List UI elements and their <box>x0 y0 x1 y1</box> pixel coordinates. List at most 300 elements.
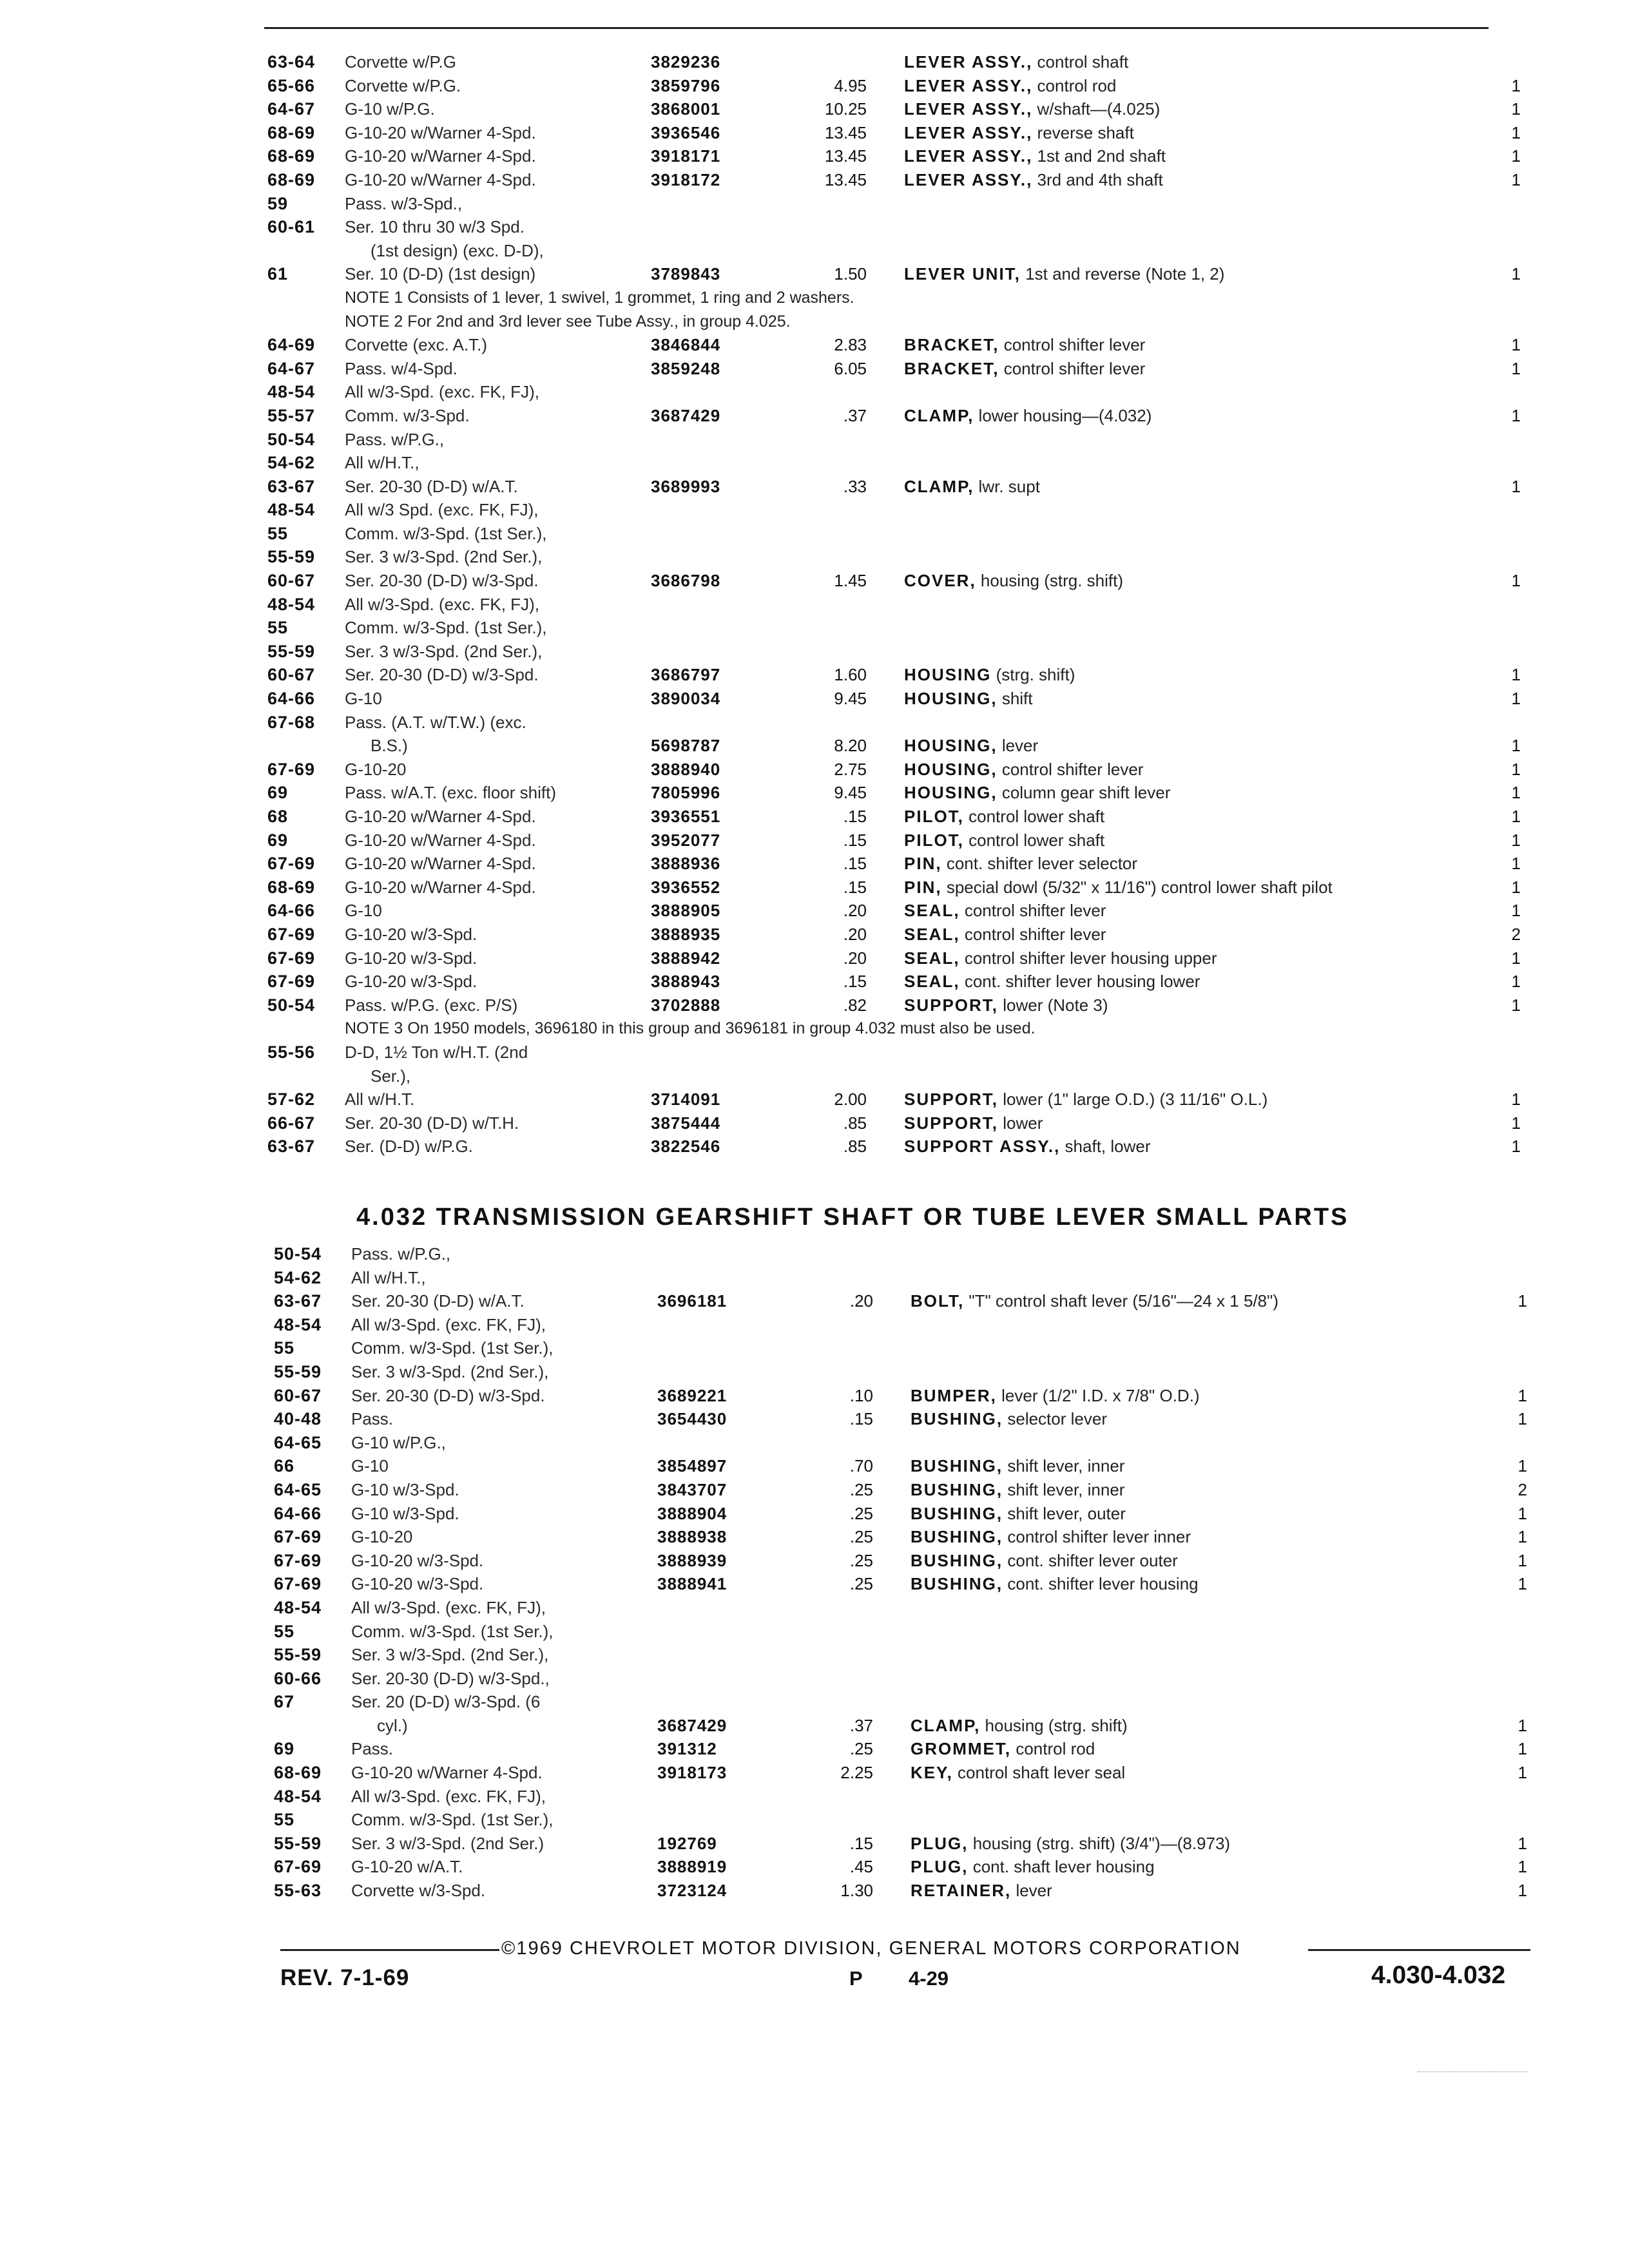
part-name: SEAL, <box>904 901 960 921</box>
part-description <box>904 144 1166 168</box>
part-row <box>274 1667 1530 1691</box>
model-years: 68 <box>267 807 289 826</box>
description-text: shaft, lower <box>1065 1137 1151 1157</box>
part-row <box>267 262 1524 286</box>
part-row <box>274 1313 1530 1337</box>
application: D-D, 1½ Ton w/H.T. (2nd <box>345 1042 528 1062</box>
part-description <box>904 805 1104 829</box>
note-row <box>267 286 1524 310</box>
part-number: 7805996 <box>651 783 721 803</box>
part-name: PIN, <box>904 877 942 897</box>
application: Comm. w/3-Spd. (1st Ser.), <box>351 1338 554 1358</box>
application: All w/3-Spd. (exc. FK, FJ), <box>351 1786 546 1806</box>
part-description <box>904 168 1163 192</box>
model-years: 50-54 <box>267 995 316 1015</box>
description-text: cont. shifter lever housing lower <box>964 972 1200 992</box>
model-years: 55 <box>274 1338 295 1358</box>
part-row <box>267 428 1524 452</box>
part-description <box>904 781 1170 805</box>
quantity: 1 <box>1511 854 1521 874</box>
part-name: CLAMP, <box>904 405 974 425</box>
application: Comm. w/3-Spd. (1st Ser.), <box>351 1621 554 1641</box>
list-price: .25 <box>849 1503 873 1523</box>
parts-list-section-1 <box>267 50 1524 1158</box>
description-text: lower (Note 3) <box>1003 995 1108 1015</box>
model-years: 67 <box>274 1692 295 1712</box>
list-price: 4.95 <box>834 75 867 95</box>
application: Ser. 20-30 (D-D) w/3-Spd. <box>345 665 539 685</box>
application: All w/3-Spd. (exc. FK, FJ), <box>345 382 539 402</box>
part-name: PLUG, <box>911 1857 969 1877</box>
part-row <box>274 1289 1530 1313</box>
quantity: 1 <box>1518 1527 1527 1547</box>
part-number: 3687429 <box>657 1715 728 1735</box>
description-text: lower (1" large O.D.) (3 11/16" O.L.) <box>1003 1090 1268 1110</box>
model-years: 60-67 <box>267 571 316 591</box>
part-name: HOUSING, <box>904 689 998 709</box>
part-name: LEVER ASSY., <box>904 122 1033 142</box>
model-years: 55 <box>274 1810 295 1830</box>
part-row <box>267 498 1524 522</box>
list-price: 1.60 <box>834 665 867 685</box>
part-row <box>267 239 1524 263</box>
model-years: 55-59 <box>267 641 316 661</box>
quantity: 1 <box>1511 1137 1521 1157</box>
list-price: .15 <box>843 854 867 874</box>
part-row <box>274 1714 1530 1738</box>
part-number: 3888905 <box>651 901 721 921</box>
model-years: 68-69 <box>267 122 316 142</box>
application: All w/3-Spd. (exc. FK, FJ), <box>345 594 539 614</box>
application: Ser. 20-30 (D-D) w/T.H. <box>345 1113 519 1133</box>
model-years: 64-65 <box>274 1432 322 1452</box>
part-row <box>274 1431 1530 1455</box>
part-description <box>911 1737 1095 1761</box>
part-row <box>274 1737 1530 1761</box>
part-row <box>267 50 1524 74</box>
description-text: shift lever, outer <box>1007 1503 1126 1523</box>
model-years: 55-59 <box>267 547 316 567</box>
part-number: 3936552 <box>651 877 721 897</box>
part-row <box>274 1478 1530 1502</box>
part-row <box>274 1336 1530 1360</box>
part-number: 3868001 <box>651 99 721 119</box>
application: (1st design) (exc. D-D), <box>371 240 544 260</box>
part-description <box>904 899 1106 923</box>
list-price: 2.25 <box>840 1763 873 1783</box>
part-name: SEAL, <box>904 924 960 944</box>
part-row <box>267 616 1524 640</box>
model-years: 61 <box>267 264 289 284</box>
part-name: SUPPORT, <box>904 1090 999 1110</box>
part-number: 3689993 <box>651 476 721 496</box>
quantity: 1 <box>1511 476 1521 496</box>
list-price: .20 <box>843 924 867 944</box>
application: Ser. 3 w/3-Spd. (2nd Ser.), <box>345 547 543 567</box>
part-row <box>267 357 1524 381</box>
top-rule <box>264 27 1489 29</box>
list-price: .25 <box>849 1527 873 1547</box>
application: G-10-20 w/Warner 4-Spd. <box>345 122 536 142</box>
part-name: GROMMET, <box>911 1739 1012 1759</box>
part-row <box>267 380 1524 404</box>
part-name: HOUSING, <box>904 759 998 779</box>
description-text: control shifter lever <box>1001 759 1144 779</box>
part-name: SEAL, <box>904 948 960 968</box>
quantity: 1 <box>1511 99 1521 119</box>
application: Pass. w/P.G., <box>345 429 445 449</box>
part-name: LEVER ASSY., <box>904 146 1033 166</box>
part-number: 3829236 <box>651 52 721 72</box>
scan-mark <box>1418 2071 1527 2072</box>
description-text: control shifter lever housing upper <box>964 948 1217 968</box>
model-years: 65-66 <box>267 75 316 95</box>
part-number: 3918172 <box>651 169 721 189</box>
description-text: special dowl (5/32" x 11/16") control lower shaft pilot <box>946 877 1333 897</box>
part-name: RETAINER, <box>911 1881 1012 1901</box>
part-name: COVER, <box>904 571 976 591</box>
part-row <box>267 74 1524 98</box>
list-price: 13.45 <box>824 122 867 142</box>
part-row <box>274 1785 1530 1809</box>
application: Corvette (exc. A.T.) <box>345 335 488 355</box>
description-text: lower <box>1003 1113 1043 1133</box>
part-number: 3888943 <box>651 972 721 992</box>
part-name: PLUG, <box>911 1833 969 1853</box>
quantity: 1 <box>1511 995 1521 1015</box>
quantity: 2 <box>1518 1479 1527 1499</box>
part-name: KEY, <box>911 1763 953 1783</box>
application: G-10 w/P.G., <box>351 1432 446 1452</box>
quantity: 1 <box>1518 1881 1527 1901</box>
model-years: 68-69 <box>267 169 316 189</box>
application: G-10-20 w/3-Spd. <box>345 948 477 968</box>
model-years: 64-65 <box>274 1479 322 1499</box>
list-price: .45 <box>849 1857 873 1877</box>
part-description <box>904 687 1033 711</box>
description-text: lever (1/2" I.D. x 7/8" O.D.) <box>1001 1385 1200 1405</box>
quantity: 1 <box>1518 1550 1527 1570</box>
model-years: 64-69 <box>267 335 316 355</box>
quantity: 1 <box>1511 1113 1521 1133</box>
part-number: 3888938 <box>657 1527 728 1547</box>
quantity: 1 <box>1511 901 1521 921</box>
part-description <box>904 50 1128 74</box>
part-number: 3859796 <box>651 75 721 95</box>
part-number: 3822546 <box>651 1137 721 1157</box>
list-price: .20 <box>843 901 867 921</box>
part-description <box>911 1832 1230 1856</box>
quantity: 1 <box>1511 877 1521 897</box>
part-description <box>911 1714 1128 1738</box>
application: Ser. 20-30 (D-D) w/3-Spd., <box>351 1668 550 1688</box>
part-description <box>904 663 1075 687</box>
part-number: 3890034 <box>651 689 721 709</box>
part-row <box>274 1855 1530 1879</box>
part-number: 3936551 <box>651 807 721 826</box>
part-row <box>267 663 1524 687</box>
part-row <box>274 1879 1530 1903</box>
part-name: LEVER ASSY., <box>904 75 1033 95</box>
quantity: 1 <box>1511 689 1521 709</box>
list-price: .25 <box>849 1479 873 1499</box>
description-text: shift lever, inner <box>1007 1479 1125 1499</box>
model-years: 59 <box>267 193 289 213</box>
page-letter: P <box>849 1967 863 1990</box>
application: G-10 <box>345 901 382 921</box>
part-row <box>274 1360 1530 1384</box>
application: G-10-20 <box>345 759 407 779</box>
part-description <box>904 970 1200 994</box>
model-years: 64-66 <box>274 1503 322 1523</box>
quantity: 2 <box>1511 924 1521 944</box>
quantity: 1 <box>1518 1456 1527 1476</box>
part-row <box>267 876 1524 899</box>
part-name: SEAL, <box>904 972 960 992</box>
part-row <box>267 121 1524 145</box>
model-years: 50-54 <box>274 1244 322 1264</box>
page-number: 4-29 <box>909 1967 949 1990</box>
model-years: 67-68 <box>267 712 316 732</box>
model-years: 57-62 <box>267 1090 316 1110</box>
application: Ser. 3 w/3-Spd. (2nd Ser.), <box>345 641 543 661</box>
part-row <box>274 1643 1530 1667</box>
quantity: 1 <box>1518 1833 1527 1853</box>
description-text: control lower shaft <box>969 807 1105 826</box>
quantity: 1 <box>1518 1503 1527 1523</box>
description-text: reverse shaft <box>1037 122 1134 142</box>
part-description <box>904 357 1145 381</box>
part-name: BUMPER, <box>911 1385 997 1405</box>
model-years: 60-66 <box>274 1668 322 1688</box>
part-number: 192769 <box>657 1833 717 1853</box>
model-years: 67-69 <box>274 1527 322 1547</box>
part-name: BUSHING, <box>911 1409 1003 1429</box>
description-text: 3rd and 4th shaft <box>1037 169 1163 189</box>
model-years: 63-67 <box>274 1291 322 1311</box>
list-price: .85 <box>843 1137 867 1157</box>
model-years: 60-67 <box>267 665 316 685</box>
model-years: 55-56 <box>267 1042 316 1062</box>
application: G-10 w/3-Spd. <box>351 1479 459 1499</box>
part-number: 3936546 <box>651 122 721 142</box>
application: G-10-20 w/Warner 4-Spd. <box>345 877 536 897</box>
part-description <box>911 1384 1200 1408</box>
description-text: lever <box>1001 736 1039 756</box>
description-text: (strg. shift) <box>996 665 1075 685</box>
application: G-10-20 w/3-Spd. <box>351 1550 484 1570</box>
list-price: .85 <box>843 1113 867 1133</box>
part-description <box>904 404 1152 428</box>
part-number: 3854897 <box>657 1456 728 1476</box>
part-description <box>911 1478 1124 1502</box>
list-price: .10 <box>849 1385 873 1405</box>
note-row <box>267 1017 1524 1041</box>
part-row <box>274 1761 1530 1785</box>
footer-rule-left <box>280 1949 499 1951</box>
application: Ser. 20 (D-D) w/3-Spd. (6 <box>351 1692 541 1712</box>
list-price: .70 <box>849 1456 873 1476</box>
note-row <box>267 310 1524 334</box>
model-years: 55-59 <box>274 1833 322 1853</box>
part-row <box>274 1384 1530 1408</box>
part-name: CLAMP, <box>904 476 974 496</box>
part-row <box>267 1088 1524 1111</box>
application: Comm. w/3-Spd. <box>345 405 470 425</box>
description-text: cont. shaft lever housing <box>972 1857 1155 1877</box>
part-row <box>274 1620 1530 1644</box>
list-price: .37 <box>843 405 867 425</box>
part-row <box>267 593 1524 617</box>
part-number: 3918173 <box>657 1763 728 1783</box>
application: G-10 <box>345 689 382 709</box>
part-row <box>274 1596 1530 1620</box>
revision-date: REV. 7-1-69 <box>280 1965 410 1990</box>
part-description <box>904 734 1038 758</box>
model-years: 48-54 <box>267 382 316 402</box>
application: Pass. w/4-Spd. <box>345 358 458 378</box>
quantity: 1 <box>1511 972 1521 992</box>
application: Ser. 10 (D-D) (1st design) <box>345 264 536 284</box>
model-years: 67-69 <box>267 759 316 779</box>
model-years: 48-54 <box>267 500 316 520</box>
note-text: NOTE 1 Consists of 1 lever, 1 swivel, 1 grommet, 1 ring and 2 washers. <box>345 288 854 307</box>
part-row <box>267 144 1524 168</box>
part-row <box>267 758 1524 782</box>
application: G-10-20 w/Warner 4-Spd. <box>345 146 536 166</box>
application: All w/H.T. <box>345 1090 415 1110</box>
application: Corvette w/P.G. <box>345 75 461 95</box>
description-text: housing (strg. shift) (3/4")—(8.973) <box>972 1833 1231 1853</box>
quantity: 1 <box>1511 665 1521 685</box>
part-description <box>911 1502 1126 1526</box>
part-description <box>911 1879 1052 1903</box>
part-row <box>267 687 1524 711</box>
application: Ser. 3 w/3-Spd. (2nd Ser.) <box>351 1833 545 1853</box>
application: Pass. (A.T. w/T.W.) (exc. <box>345 712 526 732</box>
part-description <box>904 1111 1043 1135</box>
part-name: LEVER UNIT, <box>904 264 1021 284</box>
list-price: 13.45 <box>824 169 867 189</box>
list-price: 2.75 <box>834 759 867 779</box>
application: G-10 w/P.G. <box>345 99 435 119</box>
application: Corvette w/P.G <box>345 52 456 72</box>
application: Pass. <box>351 1409 394 1429</box>
part-number: 3714091 <box>651 1090 721 1110</box>
part-name: HOUSING, <box>904 783 998 803</box>
model-years: 66-67 <box>267 1113 316 1133</box>
model-years: 63-67 <box>267 476 316 496</box>
part-description <box>911 1761 1125 1785</box>
part-row <box>267 947 1524 970</box>
part-number: 3859248 <box>651 358 721 378</box>
description-text: cont. shifter lever selector <box>946 854 1138 874</box>
list-price: .15 <box>843 830 867 850</box>
part-row <box>267 404 1524 428</box>
list-price: .25 <box>849 1574 873 1594</box>
part-name: LEVER ASSY., <box>904 52 1033 72</box>
part-number: 3918171 <box>651 146 721 166</box>
description-text: 1st and 2nd shaft <box>1037 146 1166 166</box>
description-text: "T" control shaft lever (5/16"—24 x 1 5/8") <box>969 1291 1278 1311</box>
application: All w/H.T., <box>351 1267 426 1287</box>
application: Corvette w/3-Spd. <box>351 1881 486 1901</box>
part-description <box>904 1088 1268 1111</box>
application: G-10-20 w/Warner 4-Spd. <box>345 830 536 850</box>
model-years: 67-69 <box>267 948 316 968</box>
application: G-10-20 w/3-Spd. <box>345 972 477 992</box>
part-row <box>267 829 1524 852</box>
part-row <box>267 994 1524 1017</box>
application: Ser. 20-30 (D-D) w/A.T. <box>345 476 518 496</box>
model-years: 66 <box>274 1456 295 1476</box>
model-years: 67-69 <box>274 1550 322 1570</box>
part-name: HOUSING <box>904 665 992 685</box>
part-row <box>274 1690 1530 1714</box>
part-description <box>911 1572 1199 1596</box>
list-price: 6.05 <box>834 358 867 378</box>
part-number: 3888940 <box>651 759 721 779</box>
part-name: SUPPORT, <box>904 1113 999 1133</box>
part-description <box>904 74 1116 98</box>
part-description <box>904 121 1134 145</box>
model-years: 68-69 <box>274 1763 322 1783</box>
part-description <box>904 569 1123 593</box>
model-years: 64-67 <box>267 358 316 378</box>
description-text: control shaft lever seal <box>958 1763 1126 1783</box>
part-row <box>267 215 1524 239</box>
part-name: PIN, <box>904 854 942 874</box>
part-number: 3654430 <box>657 1409 728 1429</box>
part-description <box>904 475 1040 499</box>
application: All w/3 Spd. (exc. FK, FJ), <box>345 500 539 520</box>
description-text: housing (strg. shift) <box>980 571 1124 591</box>
description-text: control shifter lever <box>964 901 1106 921</box>
part-row <box>267 923 1524 947</box>
model-years: 68-69 <box>267 146 316 166</box>
part-name: BUSHING, <box>911 1503 1003 1523</box>
part-row <box>274 1549 1530 1573</box>
quantity: 1 <box>1511 807 1521 826</box>
description-text: control shifter lever <box>1003 335 1146 355</box>
quantity: 1 <box>1518 1857 1527 1877</box>
part-name: CLAMP, <box>911 1715 981 1735</box>
list-price: .20 <box>843 948 867 968</box>
description-text: control shifter lever <box>964 924 1106 944</box>
part-number: 3888936 <box>651 854 721 874</box>
application: G-10-20 w/A.T. <box>351 1857 463 1877</box>
part-number: 3888941 <box>657 1574 728 1594</box>
list-price: 8.20 <box>834 736 867 756</box>
model-years: 55 <box>267 618 289 638</box>
list-price: 1.45 <box>834 571 867 591</box>
list-price: .15 <box>849 1409 873 1429</box>
part-row <box>267 1064 1524 1088</box>
quantity: 1 <box>1511 405 1521 425</box>
quantity: 1 <box>1511 736 1521 756</box>
application: Ser. 3 w/3-Spd. (2nd Ser.), <box>351 1645 549 1665</box>
list-price: 1.30 <box>840 1881 873 1901</box>
part-row <box>267 899 1524 923</box>
part-name: BUSHING, <box>911 1574 1003 1594</box>
part-number: 3687429 <box>651 405 721 425</box>
part-number: 3875444 <box>651 1113 721 1133</box>
part-name: BUSHING, <box>911 1479 1003 1499</box>
part-number: 3686798 <box>651 571 721 591</box>
list-price: 9.45 <box>834 689 867 709</box>
model-years: 68-69 <box>267 877 316 897</box>
application: Ser. (D-D) w/P.G. <box>345 1137 473 1157</box>
